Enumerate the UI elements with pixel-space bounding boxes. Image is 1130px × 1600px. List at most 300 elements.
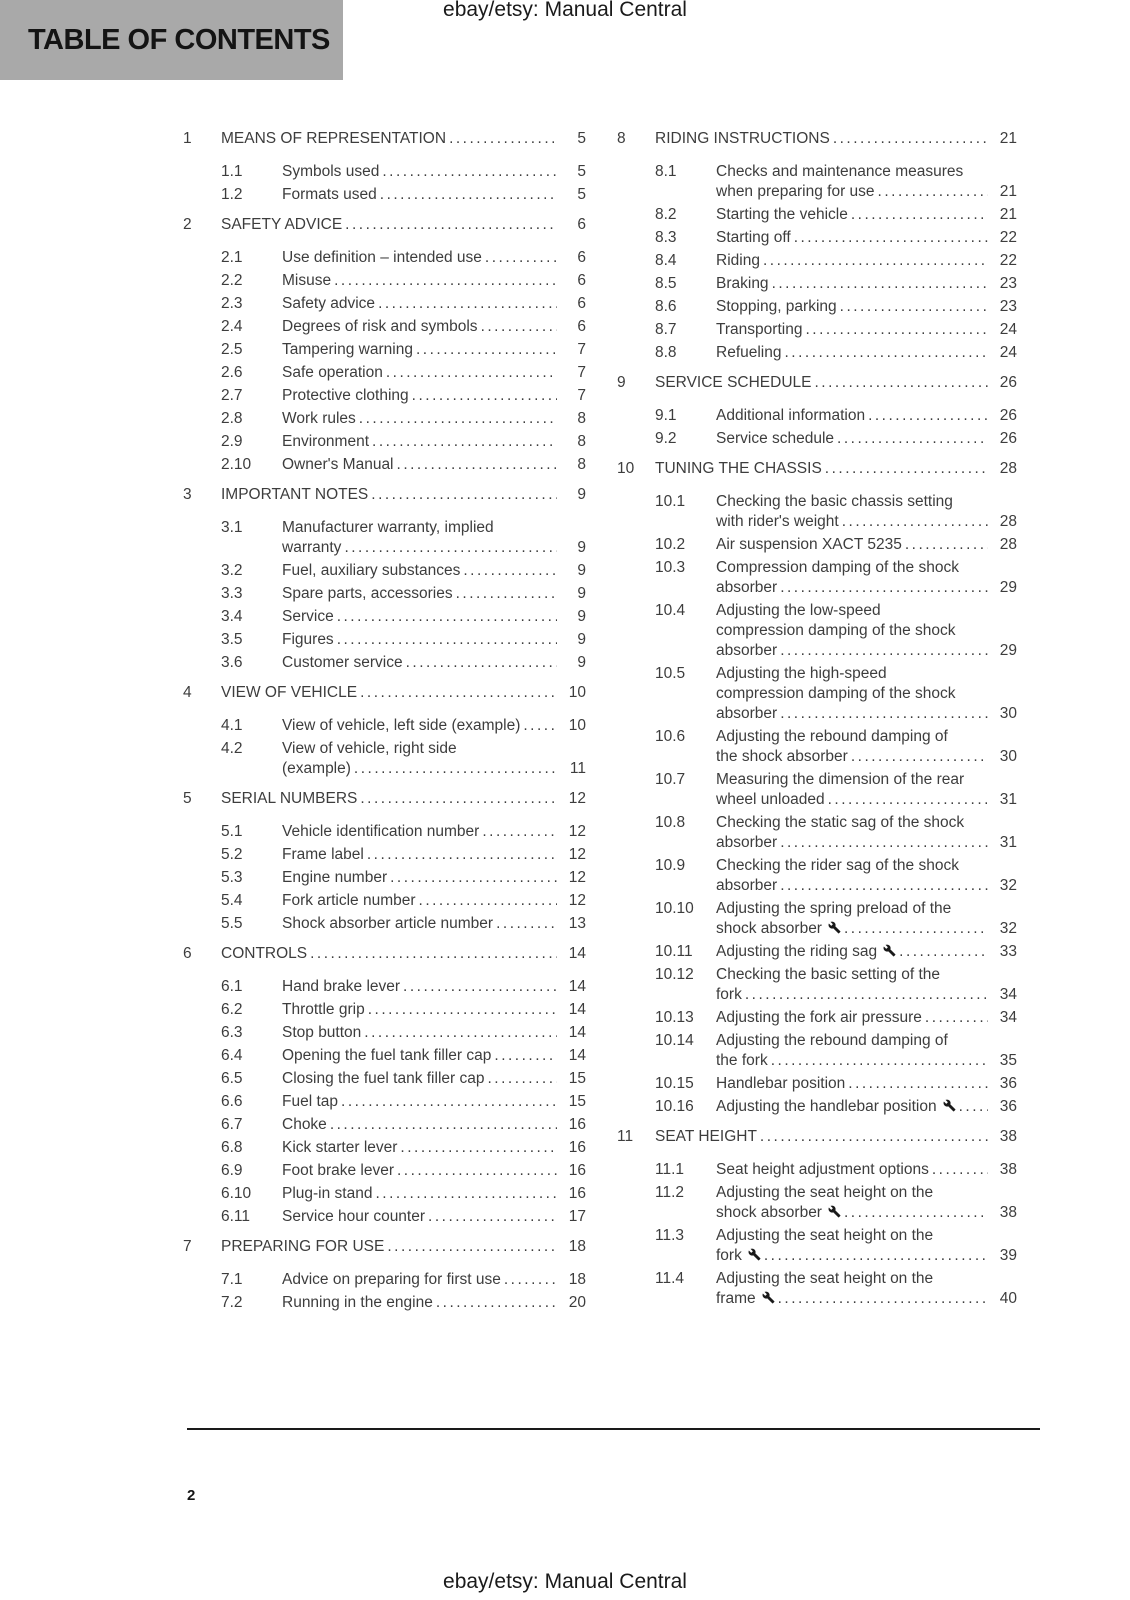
footer-site-label: ebay/etsy: Manual Central bbox=[443, 1570, 687, 1593]
toc-entry-title: Fuel, auxiliary substances bbox=[282, 562, 461, 579]
toc-entry bbox=[183, 386, 586, 406]
toc-entry-number: 5.3 bbox=[221, 869, 243, 886]
leader-dots bbox=[416, 340, 557, 360]
toc-entry bbox=[183, 1138, 586, 1158]
toc-entry-body bbox=[716, 856, 1017, 896]
toc-entry-body bbox=[716, 601, 1017, 661]
toc-leader-line bbox=[221, 789, 586, 809]
toc-entry-body bbox=[282, 1270, 586, 1290]
leader-dots bbox=[368, 1000, 557, 1020]
leader-dots bbox=[780, 833, 988, 853]
toc-entry-title: warranty bbox=[282, 539, 342, 556]
toc-section bbox=[183, 944, 586, 1227]
toc-entry-title-line: compression damping of the shock bbox=[716, 685, 956, 702]
toc-entry bbox=[617, 1031, 1017, 1071]
toc-entry-body bbox=[716, 251, 1017, 271]
toc-entry-title: Work rules bbox=[282, 410, 356, 427]
toc-entry-body bbox=[716, 965, 1017, 1005]
toc-section-heading bbox=[617, 129, 1017, 149]
toc-entry-number: 8.7 bbox=[655, 321, 677, 338]
page-number: 2 bbox=[187, 1487, 196, 1504]
toc-entry-number: 2.10 bbox=[221, 456, 252, 473]
toc-page-number: 21 bbox=[999, 183, 1017, 200]
toc-entry-number: 6.11 bbox=[221, 1208, 251, 1225]
toc-entry-title: fork bbox=[716, 1247, 742, 1264]
toc-entry bbox=[183, 914, 586, 934]
toc-page-number: 34 bbox=[999, 986, 1017, 1003]
leader-dots bbox=[341, 1092, 557, 1112]
toc-section bbox=[617, 129, 1017, 363]
toc-entry bbox=[617, 297, 1017, 317]
toc-section bbox=[183, 789, 586, 934]
toc-section bbox=[183, 683, 586, 779]
toc-entry-number: 2.5 bbox=[221, 341, 243, 358]
toc-entry-title: Service schedule bbox=[716, 430, 835, 447]
toc-entry-title: absorber bbox=[716, 579, 778, 596]
toc-entry-number: 4.2 bbox=[221, 740, 243, 757]
toc-page-number: 9 bbox=[577, 608, 586, 625]
toc-leader-line bbox=[282, 1023, 586, 1043]
toc-section-number: 4 bbox=[183, 684, 192, 701]
toc-entry-body bbox=[716, 535, 1017, 555]
toc-page-number: 23 bbox=[999, 275, 1017, 292]
toc-entry-number: 3.3 bbox=[221, 585, 243, 602]
toc-section-body bbox=[221, 129, 586, 149]
toc-entry-title: when preparing for use bbox=[716, 183, 875, 200]
toc-page-number: 6 bbox=[577, 318, 586, 335]
toc-section-heading bbox=[183, 129, 586, 149]
toc-entry bbox=[183, 716, 586, 736]
toc-entry-number: 10.7 bbox=[655, 771, 686, 788]
toc-entry-number: 10.1 bbox=[655, 493, 686, 510]
toc-section bbox=[183, 215, 586, 475]
toc-entry bbox=[183, 1184, 586, 1204]
toc-leader-line bbox=[716, 320, 1017, 340]
toc-entry bbox=[183, 607, 586, 627]
toc-entry-title: Fork article number bbox=[282, 892, 416, 909]
toc-entry-body bbox=[282, 518, 586, 558]
leader-dots bbox=[825, 459, 988, 479]
toc-entry bbox=[183, 432, 586, 452]
toc-entry-title: absorber bbox=[716, 877, 778, 894]
toc-page-number: 7 bbox=[577, 387, 586, 404]
toc-leader-line bbox=[282, 1046, 586, 1066]
toc-entry bbox=[617, 228, 1017, 248]
toc-page-number: 11 bbox=[569, 760, 586, 777]
toc-entry-title: Service bbox=[282, 608, 334, 625]
toc-entry-body bbox=[716, 770, 1017, 810]
toc-entry-number: 8.1 bbox=[655, 163, 677, 180]
toc-entry-body bbox=[716, 228, 1017, 248]
toc-leader-line bbox=[282, 1184, 586, 1204]
toc-entry-title: Seat height adjustment options bbox=[716, 1161, 929, 1178]
toc-leader-line bbox=[716, 228, 1017, 248]
toc-entry-title: Protective clothing bbox=[282, 387, 409, 404]
toc-entry-title: Symbols used bbox=[282, 163, 380, 180]
toc-section-number: 3 bbox=[183, 486, 192, 503]
toc-page-number: 20 bbox=[568, 1294, 586, 1311]
toc-entry-title: Choke bbox=[282, 1116, 327, 1133]
page-title: TABLE OF CONTENTS bbox=[28, 23, 330, 56]
toc-entry-body bbox=[282, 363, 586, 383]
toc-entry-body bbox=[282, 1138, 586, 1158]
toc-leader-line bbox=[716, 641, 1017, 661]
toc-entry-title: SERVICE SCHEDULE bbox=[655, 374, 812, 391]
toc-leader-line bbox=[716, 985, 1017, 1005]
leader-dots bbox=[523, 716, 557, 736]
toc-entry-title: Throttle grip bbox=[282, 1001, 365, 1018]
leader-dots bbox=[814, 373, 988, 393]
toc-page-number: 26 bbox=[999, 407, 1017, 424]
toc-entry-body bbox=[282, 739, 586, 779]
toc-leader-line bbox=[716, 1008, 1017, 1028]
toc-entry-title: shock absorber bbox=[716, 920, 822, 937]
toc-entry-title: Safety advice bbox=[282, 295, 376, 312]
toc-leader-line bbox=[282, 1000, 586, 1020]
toc-page-number: 16 bbox=[568, 1185, 586, 1202]
toc-leader-line bbox=[282, 1092, 586, 1112]
toc-entry bbox=[183, 1207, 586, 1227]
toc-entry-title: Misuse bbox=[282, 272, 332, 289]
leader-dots bbox=[344, 538, 557, 558]
toc-leader-line bbox=[282, 432, 586, 452]
leader-dots bbox=[337, 607, 557, 627]
toc-leader-line bbox=[282, 584, 586, 604]
toc-entry bbox=[183, 162, 586, 182]
leader-dots bbox=[496, 914, 557, 934]
toc-entry-body bbox=[716, 162, 1017, 202]
toc-leader-line bbox=[282, 1207, 586, 1227]
toc-page-number: 9 bbox=[577, 486, 586, 503]
leader-dots bbox=[837, 429, 988, 449]
leader-dots bbox=[406, 653, 557, 673]
toc-entry-body bbox=[716, 297, 1017, 317]
leader-dots bbox=[851, 747, 988, 767]
toc-entry-title: Vehicle identification number bbox=[282, 823, 480, 840]
toc-leader-line bbox=[221, 683, 586, 703]
toc-entry bbox=[183, 653, 586, 673]
toc-page-number: 32 bbox=[999, 920, 1017, 937]
toc-leader-line bbox=[282, 1069, 586, 1089]
toc-entry-number: 11.1 bbox=[655, 1161, 685, 1178]
toc-entry-number: 2.1 bbox=[221, 249, 243, 266]
toc-leader-line bbox=[282, 248, 586, 268]
toc-leader-line bbox=[282, 409, 586, 429]
toc-section-body bbox=[655, 1127, 1017, 1147]
toc-entry-title-line: Checking the rider sag of the shock bbox=[716, 857, 959, 874]
toc-leader-line bbox=[282, 340, 586, 360]
toc-entry-title: fork bbox=[716, 986, 742, 1003]
leader-dots bbox=[780, 704, 988, 724]
toc-entry-number: 6.7 bbox=[221, 1116, 243, 1133]
toc-page-number: 10 bbox=[568, 717, 586, 734]
leader-dots bbox=[828, 790, 988, 810]
toc-entry-body bbox=[282, 914, 586, 934]
leader-dots bbox=[764, 1246, 988, 1266]
toc-entry-title: (example) bbox=[282, 760, 351, 777]
leader-dots bbox=[932, 1160, 988, 1180]
header-site-label: ebay/etsy: Manual Central bbox=[443, 0, 687, 21]
toc-entry bbox=[617, 205, 1017, 225]
leader-dots bbox=[851, 205, 988, 225]
wrench-icon bbox=[828, 921, 841, 934]
leader-dots bbox=[403, 977, 557, 997]
toc-entry-title: View of vehicle, left side (example) bbox=[282, 717, 521, 734]
leader-dots bbox=[899, 942, 988, 962]
toc-entry-body bbox=[716, 558, 1017, 598]
toc-page-number: 7 bbox=[577, 341, 586, 358]
toc-section-body bbox=[221, 485, 586, 505]
toc-entry-title: Running in the engine bbox=[282, 1294, 433, 1311]
toc-entry-number: 2.3 bbox=[221, 295, 243, 312]
toc-entry-number: 11.4 bbox=[655, 1270, 685, 1287]
toc-section-body bbox=[221, 683, 586, 703]
toc-entry-title: Adjusting the handlebar position bbox=[716, 1098, 937, 1115]
toc-leader-line bbox=[716, 535, 1017, 555]
leader-dots bbox=[382, 162, 557, 182]
toc-entry-title: Figures bbox=[282, 631, 334, 648]
toc-leader-line bbox=[282, 185, 586, 205]
toc-section bbox=[617, 459, 1017, 1117]
toc-entry-number: 10.16 bbox=[655, 1098, 694, 1115]
toc-page-number: 28 bbox=[999, 513, 1017, 530]
toc-leader-line bbox=[655, 1127, 1017, 1147]
toc-entry-title-line: Manufacturer warranty, implied bbox=[282, 519, 494, 536]
toc-leader-line bbox=[282, 1161, 586, 1181]
toc-entry-body bbox=[716, 1160, 1017, 1180]
leader-dots bbox=[360, 789, 557, 809]
toc-entry-body bbox=[282, 630, 586, 650]
toc-entry bbox=[617, 406, 1017, 426]
toc-entry-number: 2.7 bbox=[221, 387, 243, 404]
toc-page-number: 22 bbox=[999, 229, 1017, 246]
toc-page-number: 15 bbox=[568, 1070, 586, 1087]
leader-dots bbox=[780, 641, 988, 661]
toc-leader-line bbox=[282, 653, 586, 673]
toc-page-number: 28 bbox=[999, 536, 1017, 553]
toc-section-body bbox=[221, 944, 586, 964]
toc-entry bbox=[617, 535, 1017, 555]
toc-entry-title: SERIAL NUMBERS bbox=[221, 790, 358, 807]
toc-entry-title-line: Adjusting the low-speed bbox=[716, 602, 881, 619]
toc-page-number: 24 bbox=[999, 321, 1017, 338]
toc-leader-line bbox=[282, 561, 586, 581]
toc-entry-title: Environment bbox=[282, 433, 370, 450]
toc-leader-line bbox=[716, 343, 1017, 363]
toc-entry-title: the fork bbox=[716, 1052, 768, 1069]
toc-leader-line bbox=[221, 485, 586, 505]
toc-section-heading bbox=[183, 485, 586, 505]
toc-entry-title: Adjusting the fork air pressure bbox=[716, 1009, 922, 1026]
toc-entry-number: 10.5 bbox=[655, 665, 686, 682]
toc-leader-line bbox=[282, 914, 586, 934]
toc-page-number: 24 bbox=[999, 344, 1017, 361]
toc-leader-line bbox=[221, 944, 586, 964]
toc-entry-body bbox=[716, 664, 1017, 724]
leader-dots bbox=[833, 129, 988, 149]
toc-entry-number: 2.8 bbox=[221, 410, 243, 427]
toc-entry-title: Foot brake lever bbox=[282, 1162, 394, 1179]
toc-page-number: 12 bbox=[568, 846, 586, 863]
toc-entry bbox=[183, 294, 586, 314]
toc-entry-body bbox=[716, 274, 1017, 294]
toc-page-number: 6 bbox=[577, 272, 586, 289]
toc-entry-body bbox=[282, 1046, 586, 1066]
toc-page-number: 14 bbox=[568, 978, 586, 995]
leader-dots bbox=[481, 317, 557, 337]
leader-dots bbox=[367, 845, 557, 865]
toc-entry-body bbox=[282, 1092, 586, 1112]
toc-section-heading bbox=[183, 215, 586, 235]
toc-section-heading bbox=[183, 683, 586, 703]
toc-section-heading bbox=[617, 1127, 1017, 1147]
toc-page-number: 9 bbox=[577, 539, 586, 556]
toc-leader-line bbox=[282, 455, 586, 475]
toc-entry-body bbox=[716, 1183, 1017, 1223]
toc-entry-number: 2.9 bbox=[221, 433, 243, 450]
toc-leader-line bbox=[716, 942, 1017, 962]
leader-dots bbox=[840, 297, 988, 317]
toc-entry-body bbox=[282, 455, 586, 475]
toc-column-right bbox=[617, 129, 1017, 1312]
toc-leader-line bbox=[221, 129, 586, 149]
toc-entry bbox=[183, 1046, 586, 1066]
toc-entry-body bbox=[716, 1031, 1017, 1071]
toc-page-number: 30 bbox=[999, 748, 1017, 765]
toc-entry-number: 5.2 bbox=[221, 846, 243, 863]
toc-entry-number: 8.6 bbox=[655, 298, 677, 315]
toc-page-number: 5 bbox=[577, 130, 586, 147]
leader-dots bbox=[794, 228, 988, 248]
toc-entry-title: Shock absorber article number bbox=[282, 915, 494, 932]
toc-entry-title: Handlebar position bbox=[716, 1075, 846, 1092]
toc-entry bbox=[617, 942, 1017, 962]
toc-entry-title: Use definition – intended use bbox=[282, 249, 482, 266]
toc-entry-title: Starting off bbox=[716, 229, 791, 246]
leader-dots bbox=[485, 248, 557, 268]
leader-dots bbox=[360, 683, 557, 703]
toc-entry-body bbox=[282, 1115, 586, 1135]
toc-section-number: 10 bbox=[617, 460, 635, 477]
toc-entry-body bbox=[282, 1161, 586, 1181]
toc-entry bbox=[183, 185, 586, 205]
toc-entry-number: 10.6 bbox=[655, 728, 686, 745]
toc-entry bbox=[183, 1270, 586, 1290]
toc-entry-title: the shock absorber bbox=[716, 748, 848, 765]
toc-leader-line bbox=[716, 704, 1017, 724]
toc-entry-title: Spare parts, accessories bbox=[282, 585, 453, 602]
toc-page-number: 36 bbox=[999, 1098, 1017, 1115]
toc-entry-body bbox=[282, 891, 586, 911]
leader-dots bbox=[380, 185, 557, 205]
toc-entry-title-line: Adjusting the rebound damping of bbox=[716, 728, 948, 745]
leader-dots bbox=[504, 1270, 557, 1290]
toc-entry-title: Braking bbox=[716, 275, 769, 292]
toc-page-number: 14 bbox=[568, 1001, 586, 1018]
toc-leader-line bbox=[282, 1270, 586, 1290]
toc-leader-line bbox=[716, 1051, 1017, 1071]
toc-entry-number: 10.8 bbox=[655, 814, 686, 831]
toc-entry-title: Riding bbox=[716, 252, 760, 269]
toc-leader-line bbox=[716, 512, 1017, 532]
toc-section-heading bbox=[183, 944, 586, 964]
toc-page-number: 8 bbox=[577, 433, 586, 450]
toc-section bbox=[183, 485, 586, 673]
footer-divider bbox=[187, 1428, 1040, 1430]
toc-entry bbox=[617, 813, 1017, 853]
leader-dots bbox=[378, 294, 557, 314]
toc-page-number: 21 bbox=[999, 206, 1017, 223]
toc-leader-line bbox=[716, 406, 1017, 426]
toc-entry bbox=[183, 317, 586, 337]
toc-entry-title: wheel unloaded bbox=[716, 791, 825, 808]
toc-page-number: 38 bbox=[999, 1204, 1017, 1221]
leader-dots bbox=[482, 822, 557, 842]
toc-entry-number: 6.4 bbox=[221, 1047, 243, 1064]
toc-page-number: 38 bbox=[999, 1128, 1017, 1145]
toc-entry-title: Stopping, parking bbox=[716, 298, 837, 315]
toc-entry-body bbox=[282, 1207, 586, 1227]
toc-entry-number: 7.1 bbox=[221, 1271, 243, 1288]
toc-entry-number: 9.2 bbox=[655, 430, 677, 447]
toc-entry-body bbox=[716, 320, 1017, 340]
toc-entry-body bbox=[282, 977, 586, 997]
leader-dots bbox=[925, 1008, 988, 1028]
toc-leader-line bbox=[716, 251, 1017, 271]
toc-section bbox=[183, 1237, 586, 1313]
toc-leader-line bbox=[716, 429, 1017, 449]
toc-entry-number: 10.11 bbox=[655, 943, 693, 960]
toc-leader-line bbox=[282, 822, 586, 842]
leader-dots bbox=[397, 455, 557, 475]
toc-entry-body bbox=[282, 1069, 586, 1089]
toc-entry bbox=[617, 1226, 1017, 1266]
toc-page-number: 40 bbox=[999, 1290, 1017, 1307]
toc-entry-title-line: Compression damping of the shock bbox=[716, 559, 959, 576]
toc-leader-line bbox=[716, 1203, 1017, 1223]
toc-entry-number: 8.2 bbox=[655, 206, 677, 223]
toc-entry-title: Fuel tap bbox=[282, 1093, 339, 1110]
toc-entry-body bbox=[716, 1269, 1017, 1309]
toc-page-number: 26 bbox=[999, 430, 1017, 447]
toc-leader-line bbox=[282, 891, 586, 911]
toc-entry-body bbox=[716, 1097, 1017, 1117]
toc-page-number: 21 bbox=[999, 130, 1017, 147]
toc-leader-line bbox=[282, 386, 586, 406]
toc-leader-line bbox=[221, 215, 586, 235]
toc-entry bbox=[183, 630, 586, 650]
toc-entry-number: 2.6 bbox=[221, 364, 243, 381]
toc-entry-title-line: Adjusting the seat height on the bbox=[716, 1184, 934, 1201]
toc-page-number: 32 bbox=[999, 877, 1017, 894]
toc-entry-number: 11.2 bbox=[655, 1184, 685, 1201]
toc-entry-body bbox=[716, 1074, 1017, 1094]
toc-page-number: 33 bbox=[999, 943, 1017, 960]
toc-entry-title: Transporting bbox=[716, 321, 803, 338]
toc-entry-title: Formats used bbox=[282, 186, 377, 203]
toc-page-number: 12 bbox=[568, 869, 586, 886]
leader-dots bbox=[345, 215, 557, 235]
leader-dots bbox=[494, 1046, 557, 1066]
leader-dots bbox=[848, 1074, 988, 1094]
leader-dots bbox=[371, 485, 557, 505]
toc-leader-line bbox=[221, 1237, 586, 1257]
toc-leader-line bbox=[655, 373, 1017, 393]
toc-entry-number: 3.6 bbox=[221, 654, 243, 671]
toc-leader-line bbox=[282, 607, 586, 627]
toc-page-number: 8 bbox=[577, 410, 586, 427]
toc-entry-body bbox=[282, 584, 586, 604]
